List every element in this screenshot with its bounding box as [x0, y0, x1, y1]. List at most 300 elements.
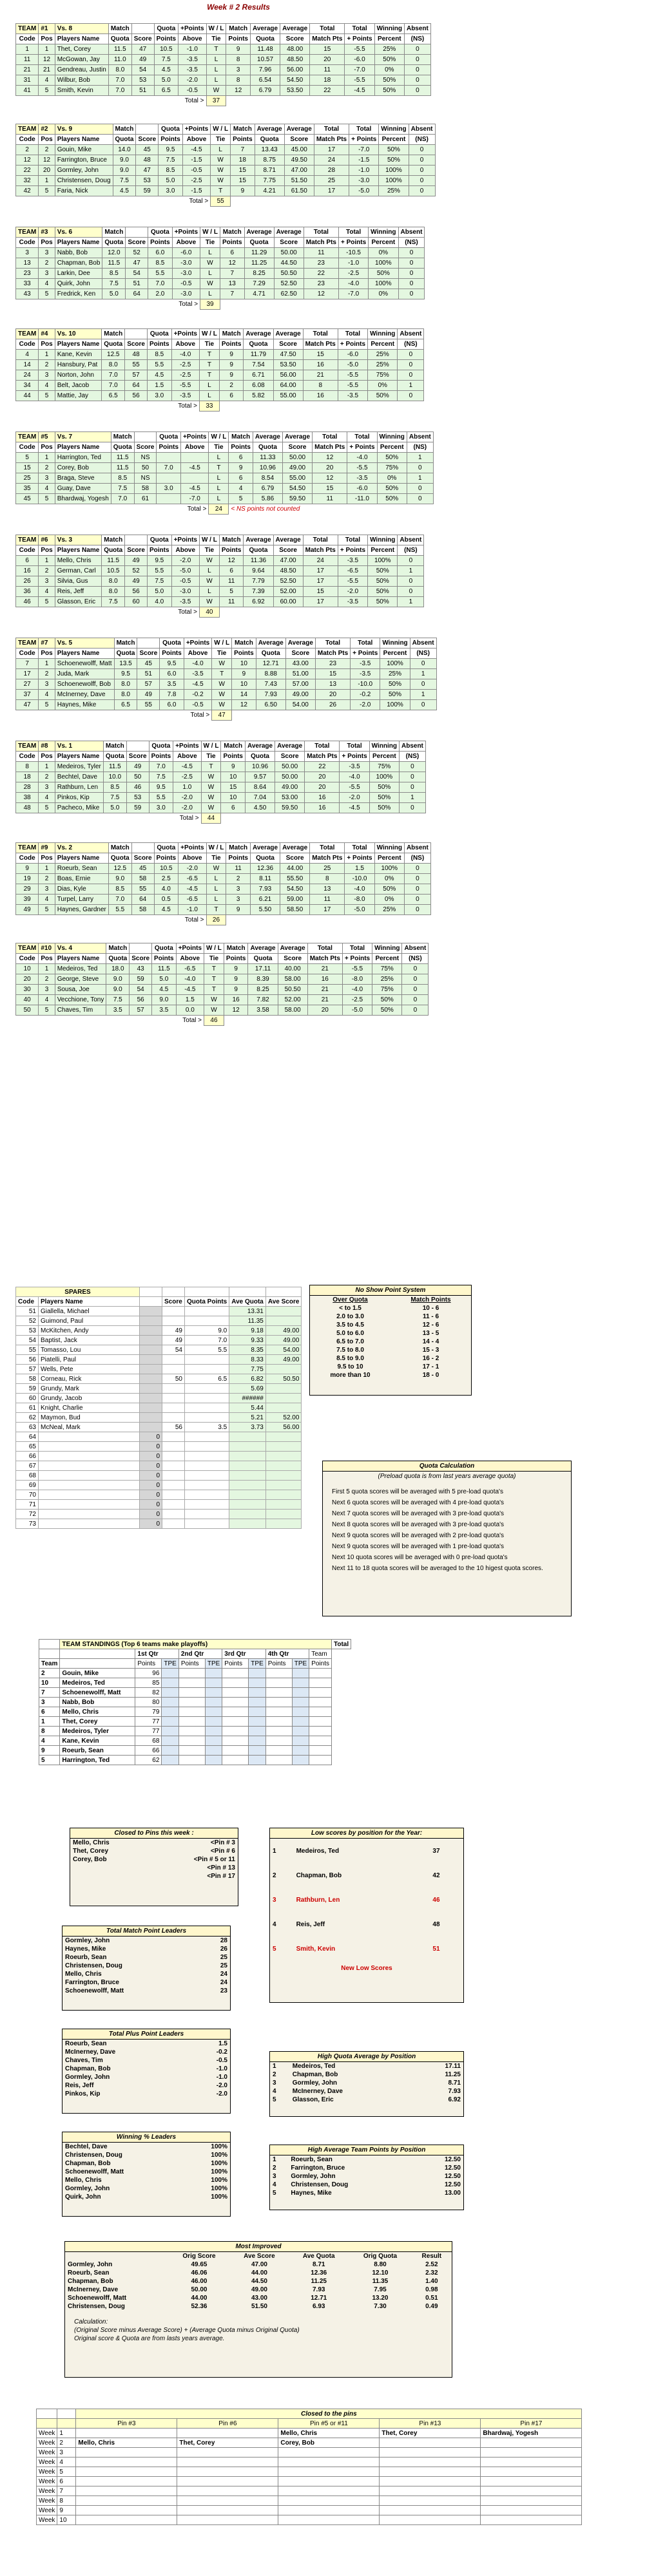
- player-row: [16, 391, 424, 401]
- spacer: [16, 607, 148, 618]
- player-stat: 7.5: [149, 772, 173, 782]
- player-stat: -1.0: [349, 166, 379, 176]
- player-stat: W: [204, 995, 224, 1005]
- player-stat: [157, 494, 181, 504]
- player-stat: W: [212, 690, 232, 700]
- list-cell: Roeurb, Sean: [68, 2269, 110, 2277]
- player-stat: 23: [304, 258, 338, 269]
- player-stat: 20: [310, 55, 345, 65]
- closest-player: [76, 2429, 177, 2438]
- team-number: #10: [39, 943, 55, 954]
- player-stat: 3.5: [152, 1005, 177, 1016]
- player-stat: 55: [131, 884, 154, 895]
- header-cell: Quota: [148, 227, 173, 238]
- player-stat: 51: [137, 669, 160, 679]
- closed-week-row: [37, 2477, 582, 2486]
- spare-stat: [185, 1413, 229, 1423]
- header-cell: Quota: [103, 752, 126, 762]
- player-stat: 50%: [369, 782, 399, 793]
- header-cell: Code: [16, 1297, 39, 1307]
- closed-week-row: [37, 2438, 582, 2448]
- list-cell: 12.10: [372, 2269, 389, 2277]
- player-stat: 1.0: [173, 782, 201, 793]
- player-name: McGowan, Jay: [55, 55, 108, 65]
- player-name: Gendreau, Justin: [55, 65, 108, 75]
- header-cell: Pos: [39, 752, 55, 762]
- header-cell: + Points: [338, 339, 367, 350]
- most-improved-row: [65, 2294, 452, 2302]
- header-cell: Average: [283, 432, 313, 442]
- player-stat: 47: [131, 44, 154, 55]
- quota-calc-line: First 5 quota scores will be averaged with 5 pre-load quota's: [332, 1488, 503, 1495]
- player-stat: 3: [39, 884, 55, 895]
- spare-stat: 49: [162, 1326, 185, 1336]
- header-cell: Quota: [113, 135, 136, 145]
- team-note: [220, 299, 424, 310]
- player-stat: 9.5: [149, 782, 173, 793]
- player-stat: 51: [126, 279, 148, 289]
- header-cell: [136, 124, 159, 135]
- player-stat: 37: [16, 690, 39, 700]
- qtr-tpe: [162, 1736, 178, 1746]
- player-stat: 6: [220, 248, 244, 258]
- player-stat: -4.0: [176, 974, 204, 985]
- list-cell: Quirk, John: [65, 2193, 101, 2201]
- player-stat: 9: [229, 463, 253, 473]
- player-stat: 53: [131, 75, 154, 86]
- header-cell: [57, 2419, 76, 2429]
- low-score-row: [270, 1839, 463, 1863]
- week-label: Week: [37, 2438, 57, 2448]
- quarter-label: 4th Qtr: [265, 1649, 309, 1659]
- player-stat: 10: [232, 679, 256, 690]
- player-stat: 4.71: [244, 289, 274, 299]
- player-stat: 6.0: [148, 248, 173, 258]
- header-cell: Percent: [369, 752, 399, 762]
- player-name: Mello, Chris: [55, 556, 102, 566]
- spare-stat: [265, 1432, 302, 1442]
- player-name: Gouin, Mike: [55, 145, 113, 155]
- player-stat: 2: [39, 566, 55, 576]
- player-stat: -10.0: [345, 874, 374, 884]
- team-header-row: [16, 638, 437, 649]
- player-stat: [181, 453, 209, 463]
- qtr-points: [222, 1688, 249, 1698]
- player-stat: 49.00: [285, 690, 315, 700]
- list-cell: 6.93: [312, 2303, 325, 2310]
- player-name: Boas, Ernie: [55, 874, 108, 884]
- player-stat: -4.5: [340, 803, 369, 813]
- header-cell: Average: [280, 24, 310, 34]
- team-number: #8: [39, 741, 55, 752]
- player-stat: 49.00: [275, 782, 305, 793]
- header-cell: Tie: [199, 545, 219, 556]
- player-stat: 5: [39, 289, 55, 299]
- list-cell: 5: [273, 2190, 276, 2197]
- header-cell: + Points: [347, 442, 377, 453]
- team-header-row: [16, 535, 424, 545]
- player-stat: 2.5: [154, 874, 178, 884]
- player-stat: 48.00: [280, 44, 310, 55]
- player-stat: -5.5: [338, 576, 367, 587]
- header-cell: Quota: [154, 843, 178, 853]
- header-cell: Tie: [206, 853, 226, 864]
- spare-row: [16, 1490, 302, 1500]
- header-cell: Absent: [410, 638, 436, 649]
- player-stat: 46: [16, 597, 39, 607]
- player-stat: 2: [39, 360, 55, 370]
- header-cell: Absent: [398, 535, 424, 545]
- header-cell: Score: [275, 752, 305, 762]
- standings-title: TEAM STANDINGS (Top 6 teams make playoffs): [60, 1640, 332, 1649]
- player-stat: 8.5: [148, 258, 173, 269]
- player-stat: 17: [303, 597, 338, 607]
- player-stat: 9: [226, 905, 251, 915]
- player-row: [16, 1005, 429, 1016]
- player-stat: L: [206, 874, 226, 884]
- player-name: Braga, Steve: [55, 473, 111, 484]
- player-stat: 4: [16, 350, 39, 360]
- player-stat: 11.5: [111, 453, 134, 463]
- header-cell: Points: [160, 649, 184, 659]
- spare-row: [16, 1510, 302, 1519]
- player-stat: 23: [16, 269, 39, 279]
- list-cell: Christensen, Doug: [68, 2303, 125, 2310]
- most-improved-header: [65, 2252, 452, 2260]
- player-stat: 25%: [368, 350, 398, 360]
- standings-row: [39, 1736, 351, 1746]
- header-cell: (NS): [404, 853, 430, 864]
- player-stat: 15: [221, 782, 246, 793]
- header-cell: +Points: [173, 741, 201, 752]
- player-stat: 59: [126, 803, 149, 813]
- player-stat: 9: [16, 864, 39, 874]
- player-stat: 60: [125, 597, 148, 607]
- player-stat: 3.5: [106, 1005, 130, 1016]
- header-cell: TPE: [205, 1659, 222, 1669]
- team-total-row: [16, 1016, 429, 1026]
- list-cell: 3: [273, 2079, 276, 2087]
- player-stat: -0.5: [171, 576, 199, 587]
- header-cell: W / L: [199, 535, 219, 545]
- qtr-tpe: [249, 1707, 265, 1717]
- player-stat: 14: [16, 360, 39, 370]
- list-cell: 7.93: [312, 2286, 325, 2293]
- list-cell: McInerney, Dave: [68, 2286, 119, 2293]
- team-total-row: [16, 196, 436, 207]
- player-stat: 3: [39, 679, 55, 690]
- header-cell: +Points: [176, 943, 204, 954]
- player-stat: -6.0: [338, 350, 367, 360]
- spare-stat: 11.35: [229, 1316, 266, 1326]
- qtr-tpe: [292, 1678, 309, 1688]
- spare-stat: [185, 1481, 229, 1490]
- list-cell: 2: [273, 2164, 276, 2172]
- player-row: [16, 905, 431, 915]
- header-cell: Average: [273, 329, 303, 339]
- closed-title: Closed to the pins: [76, 2409, 582, 2419]
- player-stat: 8: [16, 762, 39, 772]
- player-stat: 8.0: [102, 587, 125, 597]
- header-cell: Average: [253, 432, 282, 442]
- header-cell: Match: [102, 329, 125, 339]
- spare-stat: ######: [229, 1394, 266, 1403]
- player-stat: -0.5: [184, 700, 211, 710]
- list-cell: Chapman, Bob: [296, 1871, 342, 1879]
- header-cell: Code: [16, 442, 39, 453]
- header-cell: [125, 329, 148, 339]
- header-cell: +Points: [178, 24, 206, 34]
- player-stat: 50.00: [283, 453, 313, 463]
- header-cell: Winning: [372, 943, 402, 954]
- closed-title-row: [37, 2409, 582, 2419]
- list-cell: 3.5 to 4.5: [336, 1321, 364, 1329]
- player-stat: 7: [220, 269, 244, 279]
- player-stat: NS: [134, 473, 157, 484]
- player-stat: 12: [219, 556, 244, 566]
- player-stat: 50%: [369, 269, 398, 279]
- player-stat: NS: [134, 453, 157, 463]
- list-table: [270, 2155, 463, 2197]
- closest-player: [380, 2515, 481, 2525]
- spare-stat: 68: [16, 1471, 39, 1481]
- header-cell: Score: [125, 545, 148, 556]
- player-row: [16, 659, 437, 669]
- header-cell: Quota Points: [185, 1297, 229, 1307]
- team-number: #3: [39, 227, 55, 238]
- player-stat: 6.5: [102, 391, 125, 401]
- standings-row: [39, 1698, 351, 1707]
- player-stat: 58: [134, 484, 157, 494]
- player-stat: 44.00: [280, 864, 310, 874]
- spare-stat: 58: [16, 1374, 39, 1384]
- spare-stat: 9.18: [229, 1326, 266, 1336]
- list-cell: 49.65: [191, 2261, 207, 2268]
- week-label: 10: [57, 2515, 76, 2525]
- closest-player: [278, 2458, 380, 2467]
- header-cell: Score: [137, 649, 160, 659]
- total-label: Total >: [178, 402, 197, 410]
- list-item: [270, 2096, 463, 2104]
- player-stat: -5.5: [342, 964, 372, 974]
- player-stat: 0: [404, 86, 430, 96]
- header-cell: W / L: [209, 432, 229, 442]
- closest-player: [76, 2486, 177, 2496]
- header-cell: Points: [224, 954, 248, 964]
- header-cell: Match Pts: [310, 34, 345, 44]
- header-cell: Match: [103, 741, 126, 752]
- header-cell: Players Name: [55, 545, 102, 556]
- player-stat: 6: [229, 473, 253, 484]
- spare-stat: [185, 1471, 229, 1481]
- qtr-points: 96: [135, 1669, 162, 1678]
- player-stat: 12.5: [108, 864, 131, 874]
- player-stat: 6.79: [253, 484, 282, 494]
- qtr-points: [178, 1746, 205, 1756]
- header-cell: Above: [172, 238, 200, 248]
- player-stat: 50.50: [278, 985, 307, 995]
- header-cell: Absent: [407, 432, 433, 442]
- header-cell: Quota: [160, 638, 184, 649]
- player-stat: -2.0: [351, 700, 380, 710]
- player-stat: 36: [16, 587, 39, 597]
- list-cell: 0.51: [425, 2295, 438, 2302]
- list-cell: -0.5: [216, 2057, 227, 2064]
- total-label: Total >: [184, 916, 204, 924]
- qtr-points: [222, 1717, 249, 1727]
- spare-stat: [185, 1355, 229, 1365]
- list-cell: 12.50: [444, 2173, 461, 2180]
- total-label: Total >: [182, 1017, 202, 1025]
- header-cell: Players Name: [55, 649, 114, 659]
- player-stat: 53: [126, 793, 149, 803]
- player-stat: 16: [307, 974, 342, 985]
- header-cell: Winning: [374, 843, 404, 853]
- header-cell: Total: [304, 227, 338, 238]
- player-stat: 13: [16, 258, 39, 269]
- player-stat: 5: [39, 86, 55, 96]
- player-stat: -4.0: [184, 659, 211, 669]
- team-captain: Harrington, Ted: [60, 1756, 135, 1765]
- team-vs: Vs. 5: [55, 638, 114, 649]
- player-stat: 4: [39, 995, 55, 1005]
- player-stat: 3: [39, 269, 55, 279]
- standings-row: [39, 1746, 351, 1756]
- spare-stat: [265, 1384, 302, 1394]
- player-row: [16, 690, 437, 700]
- spare-stat: 5.21: [229, 1413, 266, 1423]
- header-cell: Absent: [404, 24, 430, 34]
- team-note: < NS points not counted: [231, 506, 300, 513]
- player-stat: 54.50: [280, 884, 310, 895]
- cell: [229, 1287, 266, 1297]
- spare-stat: [185, 1490, 229, 1500]
- list-cell: 25: [220, 1962, 227, 1969]
- player-stat: L: [199, 381, 219, 391]
- high-avg-points-box: [269, 2145, 464, 2210]
- player-stat: 53.50: [273, 360, 303, 370]
- cell: [39, 1649, 60, 1659]
- list-cell: Schoenewolff, Matt: [68, 2295, 127, 2302]
- header-cell: Code: [16, 238, 39, 248]
- player-stat: 7.5: [148, 576, 172, 587]
- header-cell: Tie: [199, 339, 219, 350]
- header-cell: Average: [273, 535, 303, 545]
- player-stat: -3.5: [338, 556, 367, 566]
- qtr-tpe: [205, 1698, 222, 1707]
- list-cell: 8.71: [448, 2079, 461, 2087]
- player-stat: 6.92: [244, 597, 273, 607]
- player-stat: 7.0: [149, 762, 173, 772]
- player-stat: 11.5: [108, 44, 131, 55]
- player-stat: L: [206, 55, 226, 65]
- list-cell: 0.49: [425, 2303, 438, 2310]
- player-stat: 49.00: [283, 463, 313, 473]
- list-item: [63, 2151, 230, 2159]
- player-stat: -4.0: [340, 772, 369, 782]
- match-leaders-box: [62, 1926, 231, 2011]
- spare-stat: 56: [162, 1423, 185, 1432]
- standings-title-row: [39, 1640, 351, 1649]
- player-stat: 4: [39, 793, 55, 803]
- list-cell: Gormley, John: [65, 1937, 110, 1944]
- player-stat: 17: [303, 576, 338, 587]
- player-stat: [157, 473, 181, 484]
- closest-player: [380, 2477, 481, 2486]
- list-cell: 44.00: [251, 2269, 267, 2277]
- total-points: [309, 1707, 332, 1717]
- player-stat: 5.0: [152, 974, 177, 985]
- quarter-label: 1st Qtr: [135, 1649, 178, 1659]
- player-stat: -3.0: [172, 258, 200, 269]
- spacer: [16, 915, 155, 925]
- header-cell: Percent: [374, 853, 404, 864]
- header-cell: Quota: [256, 649, 285, 659]
- team-subheader-row: [16, 442, 434, 453]
- list-cell: <Pin # 3: [210, 1839, 235, 1846]
- team-vs: Vs. 2: [55, 843, 108, 853]
- player-stat: T: [204, 985, 224, 995]
- qtr-points: 66: [135, 1746, 162, 1756]
- cell: [60, 1649, 135, 1659]
- list-cell: 5: [273, 2096, 276, 2103]
- player-stat: 0: [409, 166, 435, 176]
- player-stat: 3.0: [149, 803, 173, 813]
- header-cell: Absent: [399, 741, 425, 752]
- player-stat: 25%: [368, 360, 398, 370]
- player-stat: -4.5: [176, 985, 204, 995]
- player-stat: 0: [407, 494, 433, 504]
- player-name: Dias, Kyle: [55, 884, 108, 895]
- player-stat: 4.5: [148, 370, 172, 381]
- player-stat: 7.54: [244, 360, 273, 370]
- list-cell: 100%: [211, 2160, 227, 2167]
- header-cell: Quota: [108, 853, 131, 864]
- player-stat: -5.0: [349, 186, 379, 196]
- player-stat: 55.00: [283, 473, 313, 484]
- player-row: [16, 484, 434, 494]
- player-stat: 52.50: [274, 279, 304, 289]
- player-stat: W: [199, 556, 219, 566]
- header-cell: Team: [309, 1649, 332, 1659]
- player-stat: 4: [39, 895, 55, 905]
- player-stat: L: [200, 289, 220, 299]
- player-stat: -2.0: [173, 793, 201, 803]
- player-stat: 45: [16, 494, 39, 504]
- player-stat: T: [199, 360, 219, 370]
- closed-week-row: [37, 2458, 582, 2467]
- header-cell: (NS): [402, 954, 429, 964]
- header-cell: Players Name: [55, 853, 108, 864]
- header-cell: W / L: [200, 227, 220, 238]
- player-stat: 12.5: [102, 350, 125, 360]
- header-cell: Average: [256, 638, 285, 649]
- player-stat: 17: [310, 905, 345, 915]
- player-stat: 13: [315, 679, 350, 690]
- spare-name: Corneau, Rick: [39, 1374, 140, 1384]
- list-cell: 100%: [211, 2193, 227, 2201]
- qtr-points: [265, 1688, 292, 1698]
- list-cell: 25: [220, 1954, 227, 1961]
- header-cell: Score: [162, 1297, 185, 1307]
- player-stat: 49: [125, 556, 148, 566]
- header-cell: Points: [265, 1659, 292, 1669]
- list-cell: Smith, Kevin: [296, 1945, 336, 1953]
- player-stat: 57.00: [285, 679, 315, 690]
- player-stat: 6.5: [114, 700, 137, 710]
- player-stat: 25%: [374, 905, 404, 915]
- list-cell: Medeiros, Ted: [292, 2063, 336, 2070]
